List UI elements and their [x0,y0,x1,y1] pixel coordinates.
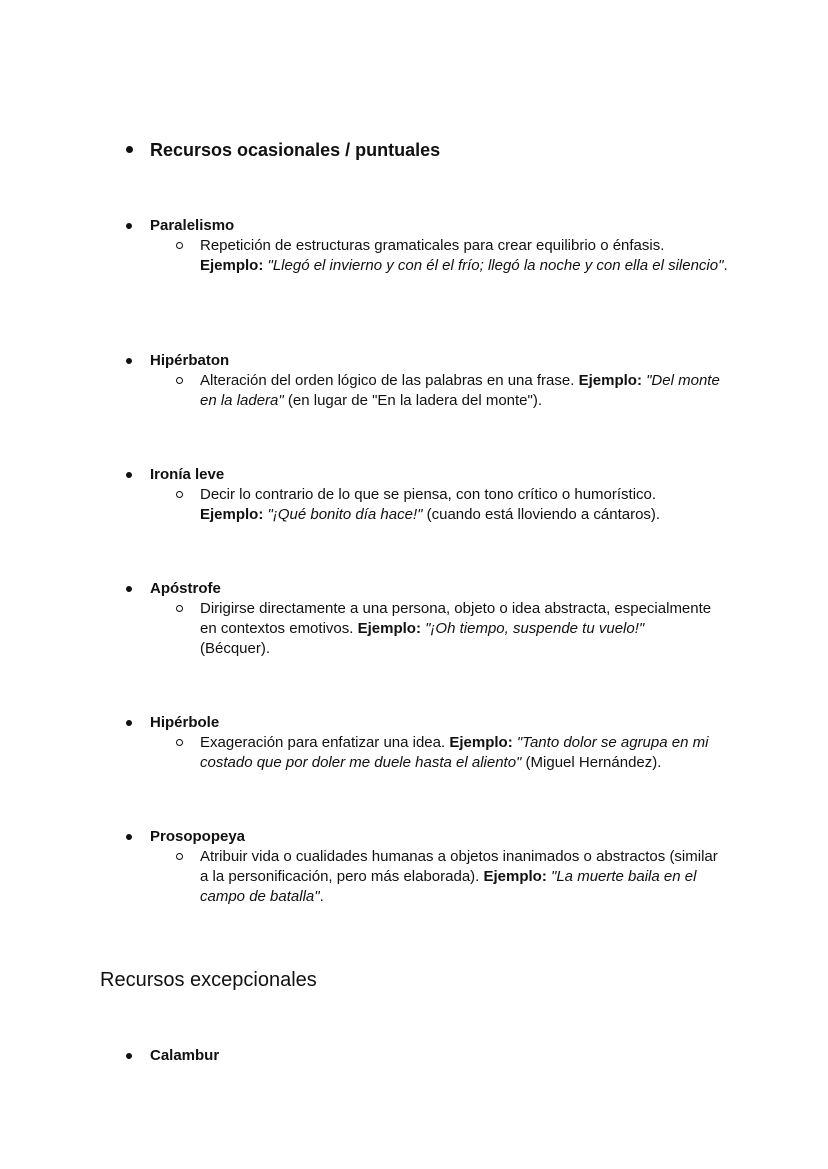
term-label: Ironía leve [150,466,225,483]
term-label: Hipérbole [150,714,220,731]
circle-bullet-icon [176,605,183,612]
example-quote: "¡Oh tiempo, suspende tu vuelo!" [425,620,645,637]
example-quote: "Tanto dolor se agrupa en mi costado que por doler me duele hasta el aliento" [200,734,709,771]
definition-text: Decir lo contrario de lo que se piensa, con tono crítico o humorístico. Ejemplo: "¡Qué bonito día hace!" (cuando está lloviendo a cántaros). [200,486,661,523]
term-label: Hipérbaton [150,352,230,369]
bullet-icon [126,358,132,364]
bullet-icon [126,834,132,840]
definition-text: Exageración para enfatizar una idea. Ejemplo: "Tanto dolor se agrupa en mi costado que por doler me duele hasta el aliento" (Miguel Hernández). [200,734,709,771]
definition-text: Atribuir vida o cualidades humanas a objetos inanimados o abstractos (similar a la personificación, pero más elaborada). Ejemplo: "La muerte baila en el campo de batalla". [200,848,718,905]
circle-bullet-icon [176,739,183,746]
example-label: Ejemplo: [483,868,547,885]
example-label: Ejemplo: [357,620,421,637]
circle-bullet-icon [176,377,183,384]
circle-bullet-icon [176,491,183,498]
term-label: Prosopopeya [150,828,246,845]
section-title: Recursos excepcionales [100,969,317,991]
heading-text: Recursos ocasionales / puntuales [150,140,441,160]
term-label: Calambur [150,1047,220,1064]
bullet-icon [126,720,132,726]
definition-text: Alteración del orden lógico de las palabras en una frase. Ejemplo: "Del monte en la ladera" (en lugar de "En la ladera del monte"). [200,372,720,409]
example-label: Ejemplo: [200,257,264,274]
example-label: Ejemplo: [200,506,264,523]
example-quote: "Llegó el invierno y con él el frío; llegó la noche y con ella el silencio" [267,257,724,274]
example-quote: "¡Qué bonito día hace!" [267,506,423,523]
term-label: Paralelismo [150,217,235,234]
example-quote: "Del monte en la ladera" [200,372,720,409]
definition-text: Repetición de estructuras gramaticales para crear equilibrio o énfasis. Ejemplo: "Llegó el invierno y con él el frío; llegó la noche y con ella el silencio". [200,237,728,274]
bullet-icon [126,223,132,229]
bullet-icon [126,472,132,478]
bullet-icon [126,1053,132,1059]
example-label: Ejemplo: [578,372,642,389]
bullet-icon [126,146,133,153]
example-label: Ejemplo: [449,734,513,751]
bullet-icon [126,586,132,592]
example-quote: "La muerte baila en el campo de batalla" [200,868,697,905]
definition-text: Dirigirse directamente a una persona, objeto o idea abstracta, especialmente en contextos emotivos. Ejemplo: "¡Oh tiempo, suspende tu vuelo!" (Bécquer). [200,600,712,657]
circle-bullet-icon [176,853,183,860]
term-label: Apóstrofe [150,580,221,597]
circle-bullet-icon [176,242,183,249]
